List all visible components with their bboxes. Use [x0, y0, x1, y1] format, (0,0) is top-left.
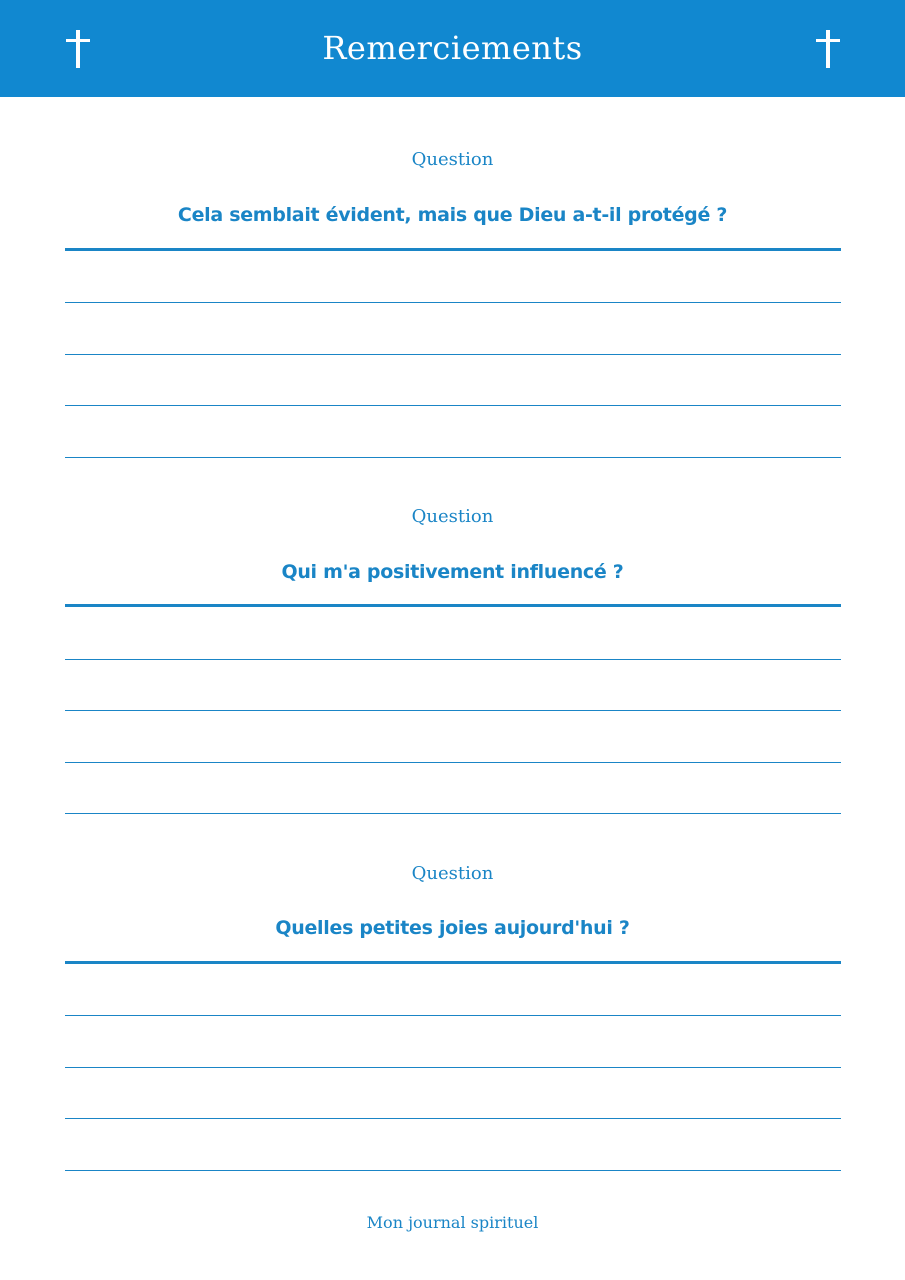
- writing-line-4[interactable]: [65, 813, 841, 814]
- writing-line-3[interactable]: [65, 762, 841, 763]
- writing-line-3[interactable]: [65, 1118, 841, 1119]
- question-underline: [65, 604, 841, 607]
- footer-text: Mon journal spirituel: [366, 1213, 539, 1232]
- page-title: Remerciements: [322, 29, 583, 67]
- question-label: Question: [411, 863, 494, 884]
- writing-line-4[interactable]: [65, 1170, 841, 1171]
- question-underline: [65, 248, 841, 251]
- writing-line-4[interactable]: [65, 457, 841, 458]
- question-label: Question: [411, 149, 494, 170]
- writing-line-2[interactable]: [65, 354, 841, 355]
- writing-line-3[interactable]: [65, 405, 841, 406]
- writing-line-1[interactable]: [65, 1015, 841, 1016]
- question-underline: [65, 961, 841, 964]
- question-text: Quelles petites joies aujourd'hui ?: [275, 917, 630, 939]
- cross-icon-right: [816, 30, 840, 68]
- question-text: Qui m'a positivement influencé ?: [281, 561, 624, 583]
- question-text: Cela semblait évident, mais que Dieu a-t-il protégé ?: [177, 204, 728, 226]
- writing-line-2[interactable]: [65, 710, 841, 711]
- writing-line-1[interactable]: [65, 659, 841, 660]
- writing-line-1[interactable]: [65, 302, 841, 303]
- page-header: [0, 0, 905, 97]
- question-label: Question: [411, 506, 494, 527]
- writing-line-2[interactable]: [65, 1067, 841, 1068]
